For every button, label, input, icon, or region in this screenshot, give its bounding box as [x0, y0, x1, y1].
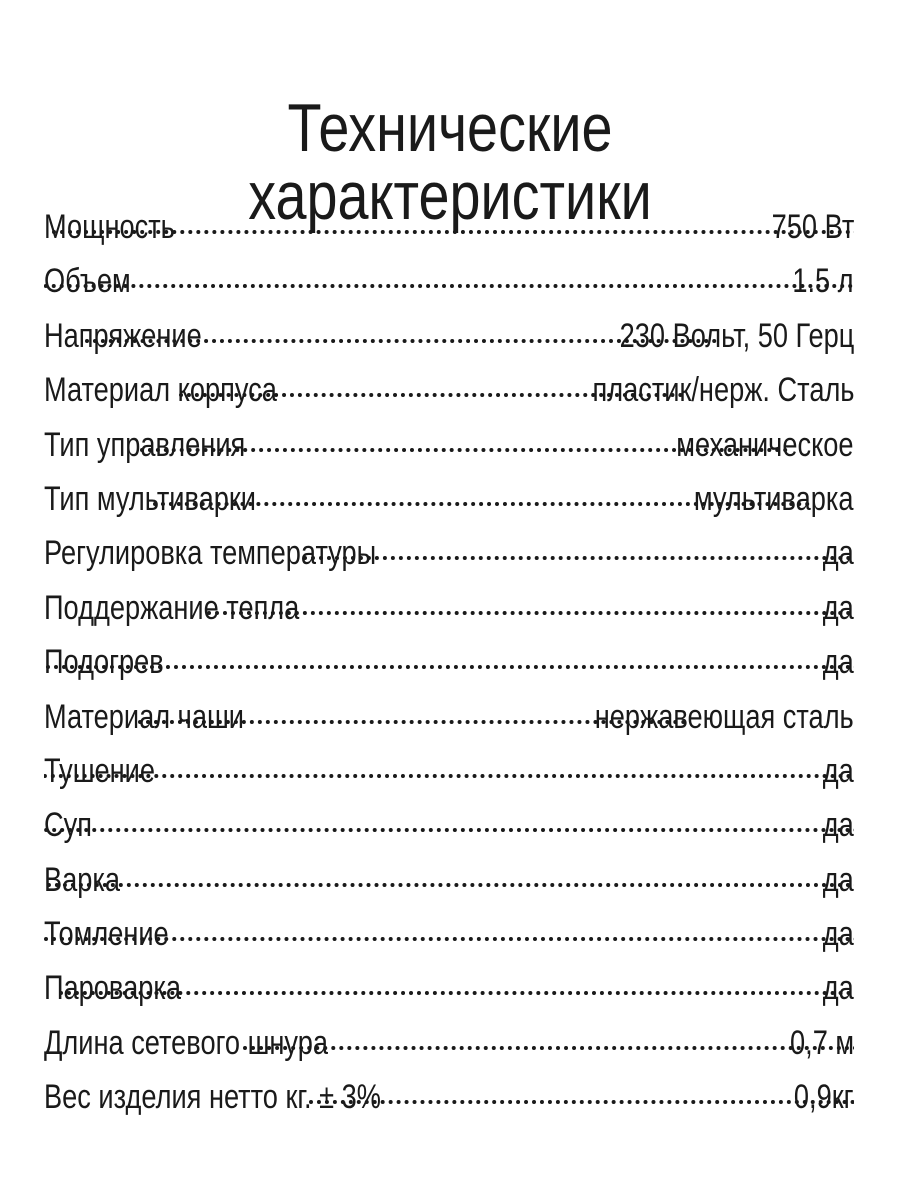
- dot-leader: [303, 556, 854, 560]
- spec-list: [44, 200, 854, 1125]
- dot-leader: [44, 883, 854, 887]
- spec-row: [44, 907, 854, 961]
- dot-leader: [44, 828, 854, 832]
- spec-value: 230 Вольт, 50 Герц: [619, 316, 854, 355]
- spec-label: Подогрев: [44, 643, 164, 682]
- dot-leader: [207, 611, 854, 615]
- spec-value: 1.5 л: [792, 262, 854, 301]
- dot-leader: [44, 665, 854, 669]
- spec-label: Тип управления: [44, 425, 246, 464]
- spec-value: 750 Вт: [771, 208, 854, 246]
- spec-value: 0,9кг: [794, 1078, 854, 1117]
- spec-value: да: [823, 915, 854, 954]
- spec-label: Мощность: [44, 208, 175, 246]
- spec-label: Тушение: [44, 751, 155, 790]
- spec-label: Тип мультиварки: [44, 479, 256, 518]
- spec-row: [44, 1016, 854, 1070]
- spec-row: [44, 526, 854, 580]
- spec-label: Пароварка: [44, 969, 181, 1008]
- spec-value: мультиварка: [694, 479, 854, 518]
- spec-label: Материал корпуса: [44, 371, 277, 410]
- spec-row: [44, 635, 854, 689]
- spec-value: механическое: [676, 425, 854, 464]
- title-line-2: характеристики: [248, 157, 652, 234]
- spec-label: Томление: [44, 915, 169, 954]
- spec-row: [44, 200, 854, 254]
- spec-value: нержавеющая сталь: [595, 697, 854, 736]
- dot-leader: [44, 774, 854, 778]
- spec-row: [44, 363, 854, 417]
- spec-row: [44, 690, 854, 744]
- spec-value: да: [823, 969, 854, 1008]
- spec-row: [44, 254, 854, 308]
- spec-row: [44, 798, 854, 852]
- spec-label: Объем: [44, 262, 131, 301]
- spec-row: [44, 581, 854, 635]
- dot-leader: [52, 230, 854, 234]
- dot-leader: [59, 991, 854, 995]
- spec-row: [44, 853, 854, 907]
- dot-leader: [243, 1046, 854, 1050]
- spec-label: Длина сетевого шнура: [44, 1023, 328, 1062]
- spec-label: Варка: [44, 860, 121, 899]
- spec-label: Напряжение: [44, 316, 202, 355]
- title-line-1: Технические: [287, 89, 613, 166]
- spec-value: да: [823, 806, 854, 845]
- spec-row: [44, 1070, 854, 1124]
- spec-label: Поддержание тепла: [44, 588, 300, 627]
- spec-row: [44, 309, 854, 363]
- spec-row: [44, 744, 854, 798]
- spec-label: Вес изделия нетто кг. ± 3%: [44, 1078, 381, 1117]
- spec-row: [44, 472, 854, 526]
- spec-row: [44, 961, 854, 1015]
- spec-value: да: [823, 860, 854, 899]
- spec-value: да: [823, 751, 854, 790]
- spec-label: Материал чаши: [44, 697, 244, 736]
- dot-leader: [44, 284, 854, 288]
- spec-label: Регулировка температуры: [44, 534, 377, 573]
- spec-label: Суп: [44, 806, 92, 845]
- spec-value: да: [823, 588, 854, 627]
- spec-row: [44, 418, 854, 472]
- spec-value: да: [823, 643, 854, 682]
- dot-leader: [309, 1100, 854, 1104]
- spec-value: 0,7 м: [789, 1023, 854, 1062]
- spec-value: да: [823, 534, 854, 573]
- spec-value: пластик/нерж. Сталь: [592, 371, 854, 410]
- dot-leader: [44, 937, 854, 941]
